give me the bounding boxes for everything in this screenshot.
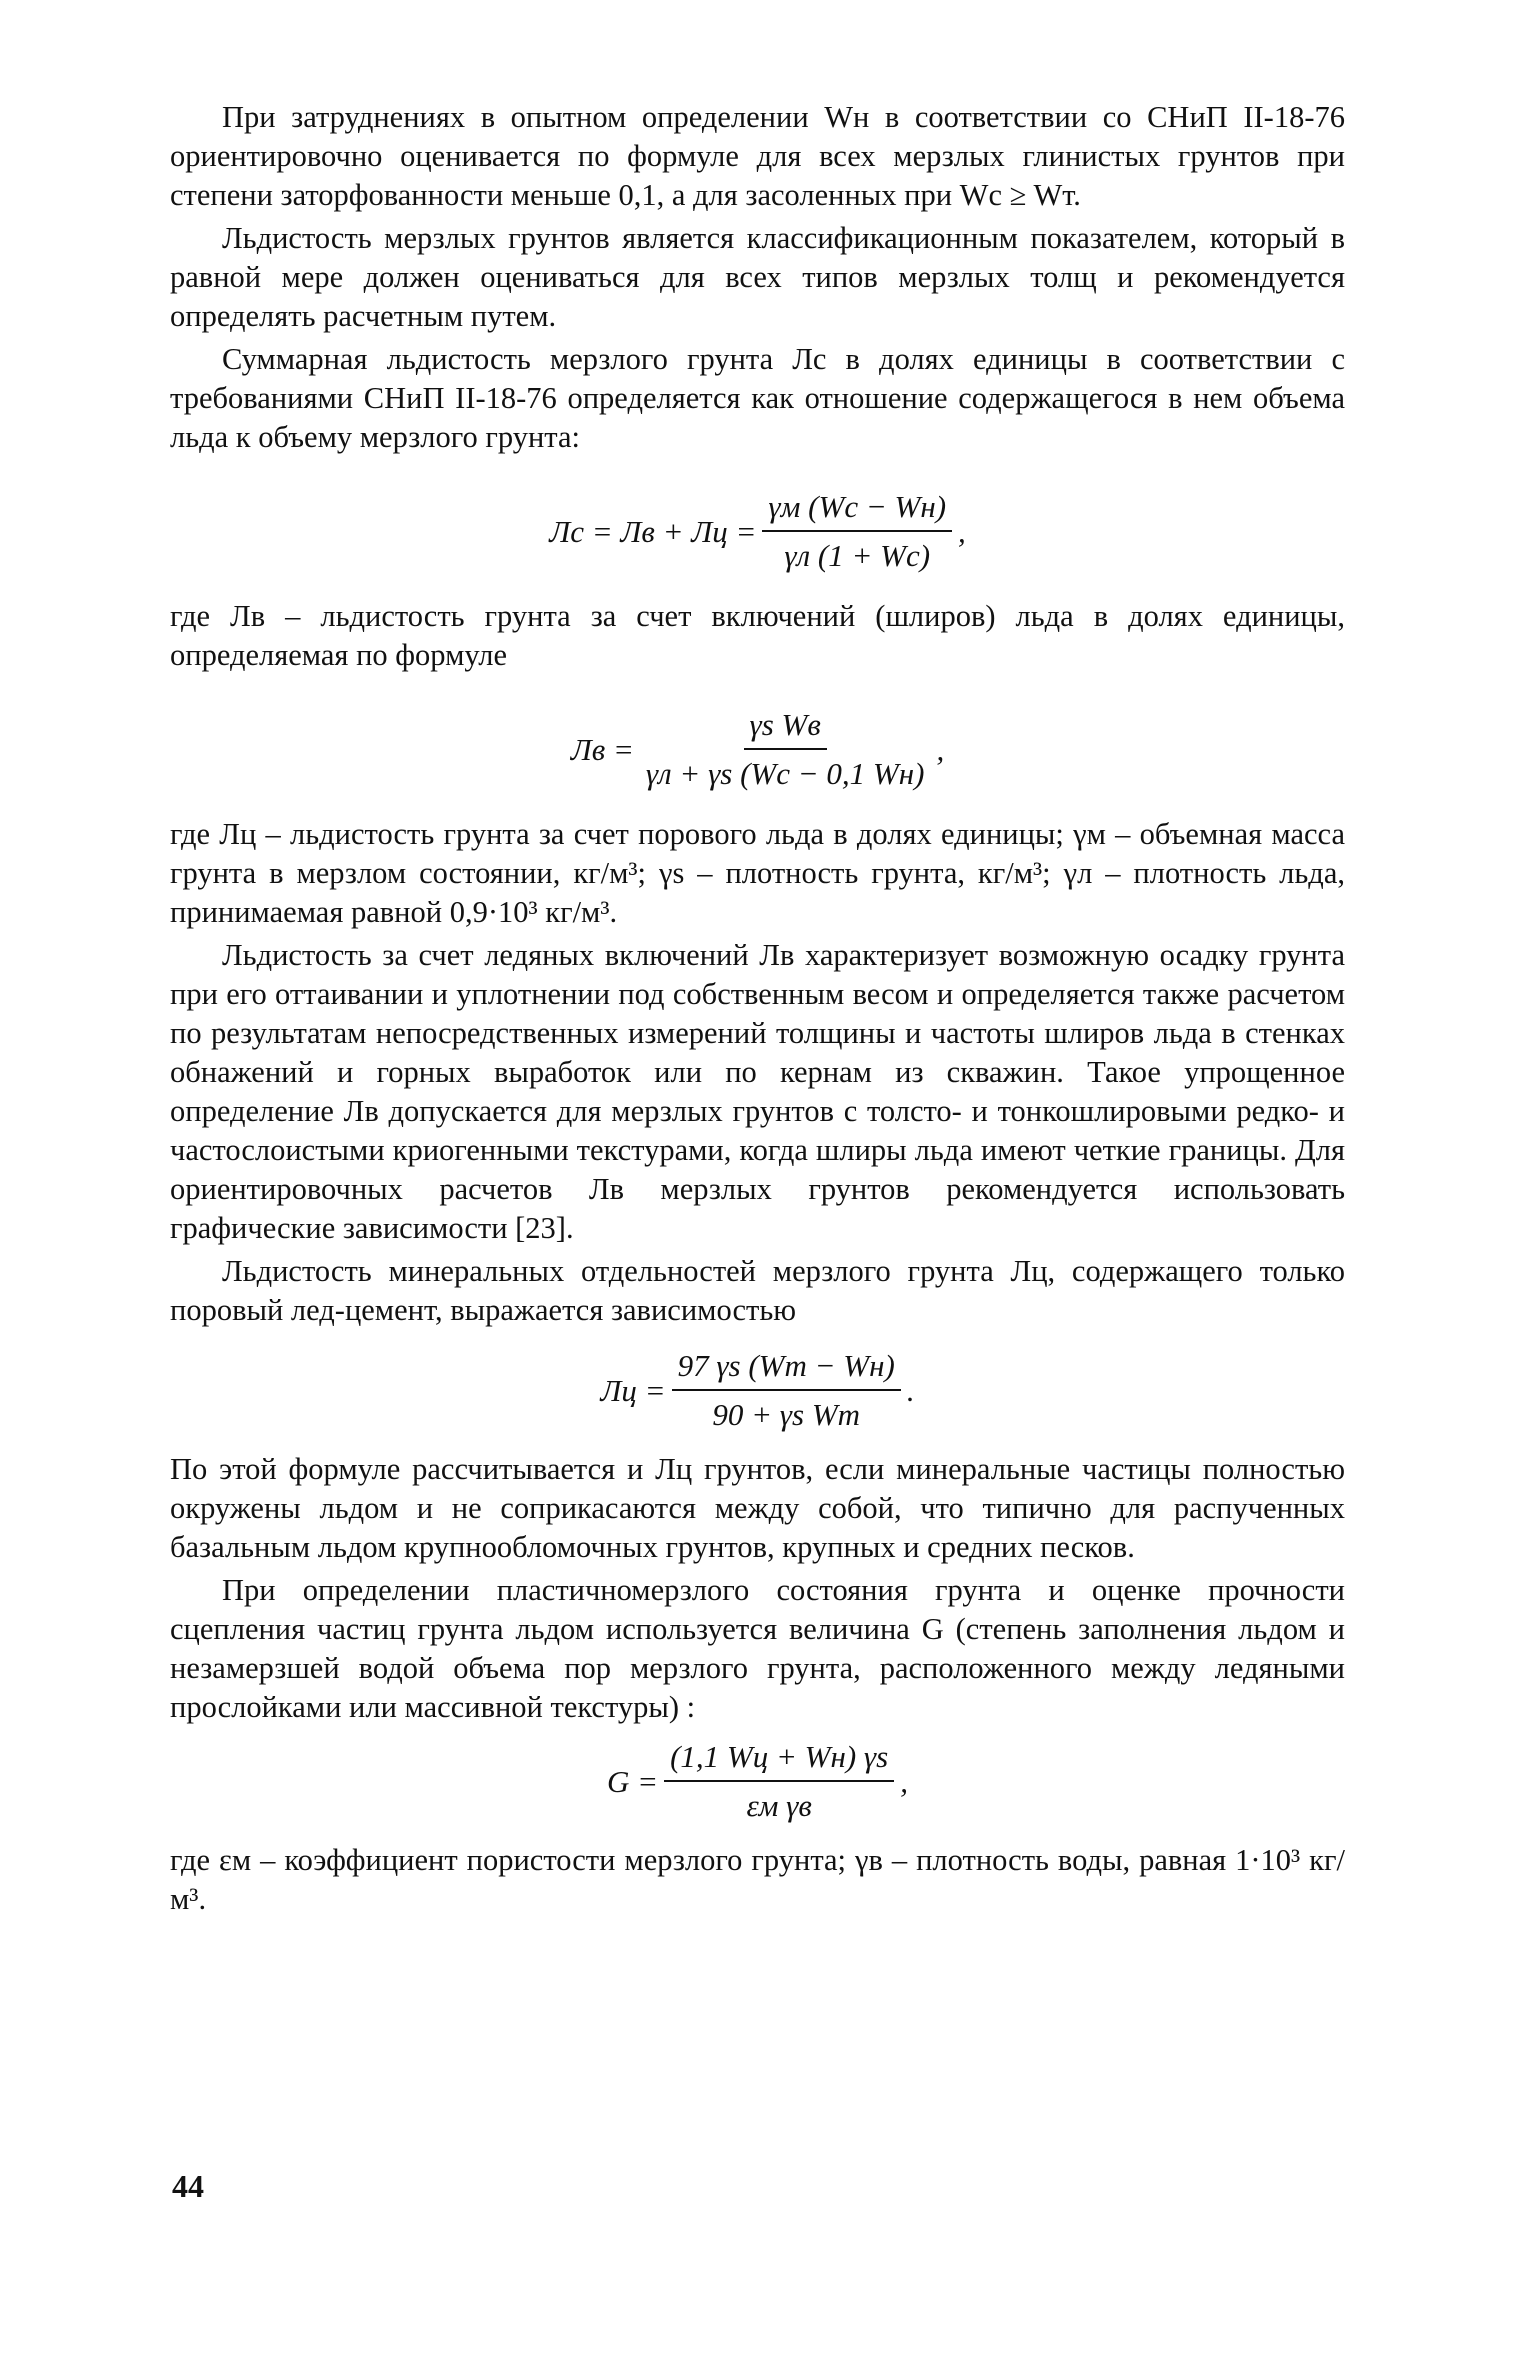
body-text bbox=[170, 98, 1345, 1919]
formula-pore-filling bbox=[170, 1737, 1345, 1825]
paragraph-4: где Лв – льдистость грунта за счет включений (шлиров) льда в долях единицы, определяемая по формуле bbox=[170, 599, 1345, 672]
paragraph-3: Суммарная льдистость мерзлого грунта Лс в долях единицы в соответствии с требованиями СНиП II-18-76 определяется как отношение содержащегося в нем объема льда к объему мерзлого грунта: bbox=[170, 342, 1345, 454]
paragraph-1: При затруднениях в опытном определении Wн в соответствии со СНиП II-18-76 ориентировочно оценивается по формуле для всех мерзлых глинистых грунтов при степени заторфованности меньше 0,1, а для засоленных при Wc ≥ Wт. bbox=[170, 100, 1345, 212]
formula-1-denominator: γл (1 + Wc) bbox=[784, 538, 931, 573]
formula-2-end: , bbox=[936, 731, 945, 767]
formula-3-end: . bbox=[906, 1372, 915, 1408]
formula-4-fraction bbox=[664, 1737, 894, 1825]
formula-1-fraction bbox=[762, 487, 952, 575]
formula-1-numerator: γм (Wc − Wн) bbox=[762, 487, 952, 532]
formula-2-fraction bbox=[640, 705, 931, 793]
paragraph-9: При определении пластичномерзлого состояния грунта и оценке прочности сцепления частиц грунта льдом используется величина G (степень заполнения льдом и незамерзшей водой объема пор мерзлого грунта, расположенного между ледяными прослойками или массивной текстуры) : bbox=[170, 1573, 1345, 1724]
formula-4-lhs: G = bbox=[607, 1763, 659, 1799]
paragraph-8: По этой формуле рассчитывается и Лц грунтов, если минеральные частицы полностью окружены льдом и не соприкасаются между собой, что типично для распученных базальным льдом крупнообломочных грунтов, крупных и средних песков. bbox=[170, 1452, 1345, 1564]
formula-3-numerator: 97 γs (Wт − Wн) bbox=[672, 1346, 901, 1391]
paragraph-7: Льдистость минеральных отдельностей мерзлого грунта Лц, содержащего только поровый лед-цемент, выражается зависимостью bbox=[170, 1254, 1345, 1327]
formula-cement-iciness bbox=[170, 1346, 1345, 1434]
formula-4-numerator: (1,1 Wц + Wн) γs bbox=[664, 1737, 894, 1782]
formula-3-fraction bbox=[672, 1346, 901, 1434]
formula-4-denominator: εм γв bbox=[746, 1788, 812, 1823]
page-number: 44 bbox=[172, 2168, 204, 2204]
formula-total-iciness bbox=[170, 487, 1345, 575]
formula-3-lhs: Лц = bbox=[600, 1372, 666, 1408]
formula-1-end: , bbox=[958, 513, 966, 549]
paragraph-10: где εм – коэффициент пористости мерзлого грунта; γв – плотность воды, равная 1·10³ кг/м³. bbox=[170, 1843, 1345, 1916]
formula-2-lhs: Лв = bbox=[570, 731, 634, 767]
paragraph-5: где Лц – льдистость грунта за счет порового льда в долях единицы; γм – объемная масса грунта в мерзлом состоянии, кг/м³; γs – плотность грунта, кг/м³; γл – плотность льда, принимаемая равной 0,9·10³ кг/м³. bbox=[170, 817, 1345, 929]
formula-inclusion-iciness bbox=[170, 705, 1345, 793]
formula-1-lhs: Лс = Лв + Лц = bbox=[549, 513, 757, 549]
formula-3-denominator: 90 + γs Wт bbox=[712, 1397, 861, 1432]
formula-4-end: , bbox=[900, 1763, 908, 1799]
paragraph-6: Льдистость за счет ледяных включений Лв характеризует возможную осадку грунта при его оттаивании и уплотнении под собственным весом и определяется также расчетом по результатам непосредственных измерений толщины и частоты шлиров льда в стенках обнажений и горных выработок или по кернам из скважин. Такое упрощенное определение Лв допускается для мерзлых грунтов с толсто- и тонкошлировыми редко- и частослоистыми криогенными текстурами, когда шлиры льда имеют четкие границы. Для ориентировочных расчетов Лв мерзлых грунтов рекомендуется использовать графические зависимости [23]. bbox=[170, 938, 1345, 1245]
formula-2-numerator: γs Wв bbox=[744, 705, 827, 750]
formula-2-denominator: γл + γs (Wc − 0,1 Wн) bbox=[645, 756, 925, 791]
paragraph-2: Льдистость мерзлых грунтов является классификационным показателем, который в равной мере должен оцениваться для всех типов мерзлых толщ и рекомендуется определять расчетным путем. bbox=[170, 221, 1345, 333]
